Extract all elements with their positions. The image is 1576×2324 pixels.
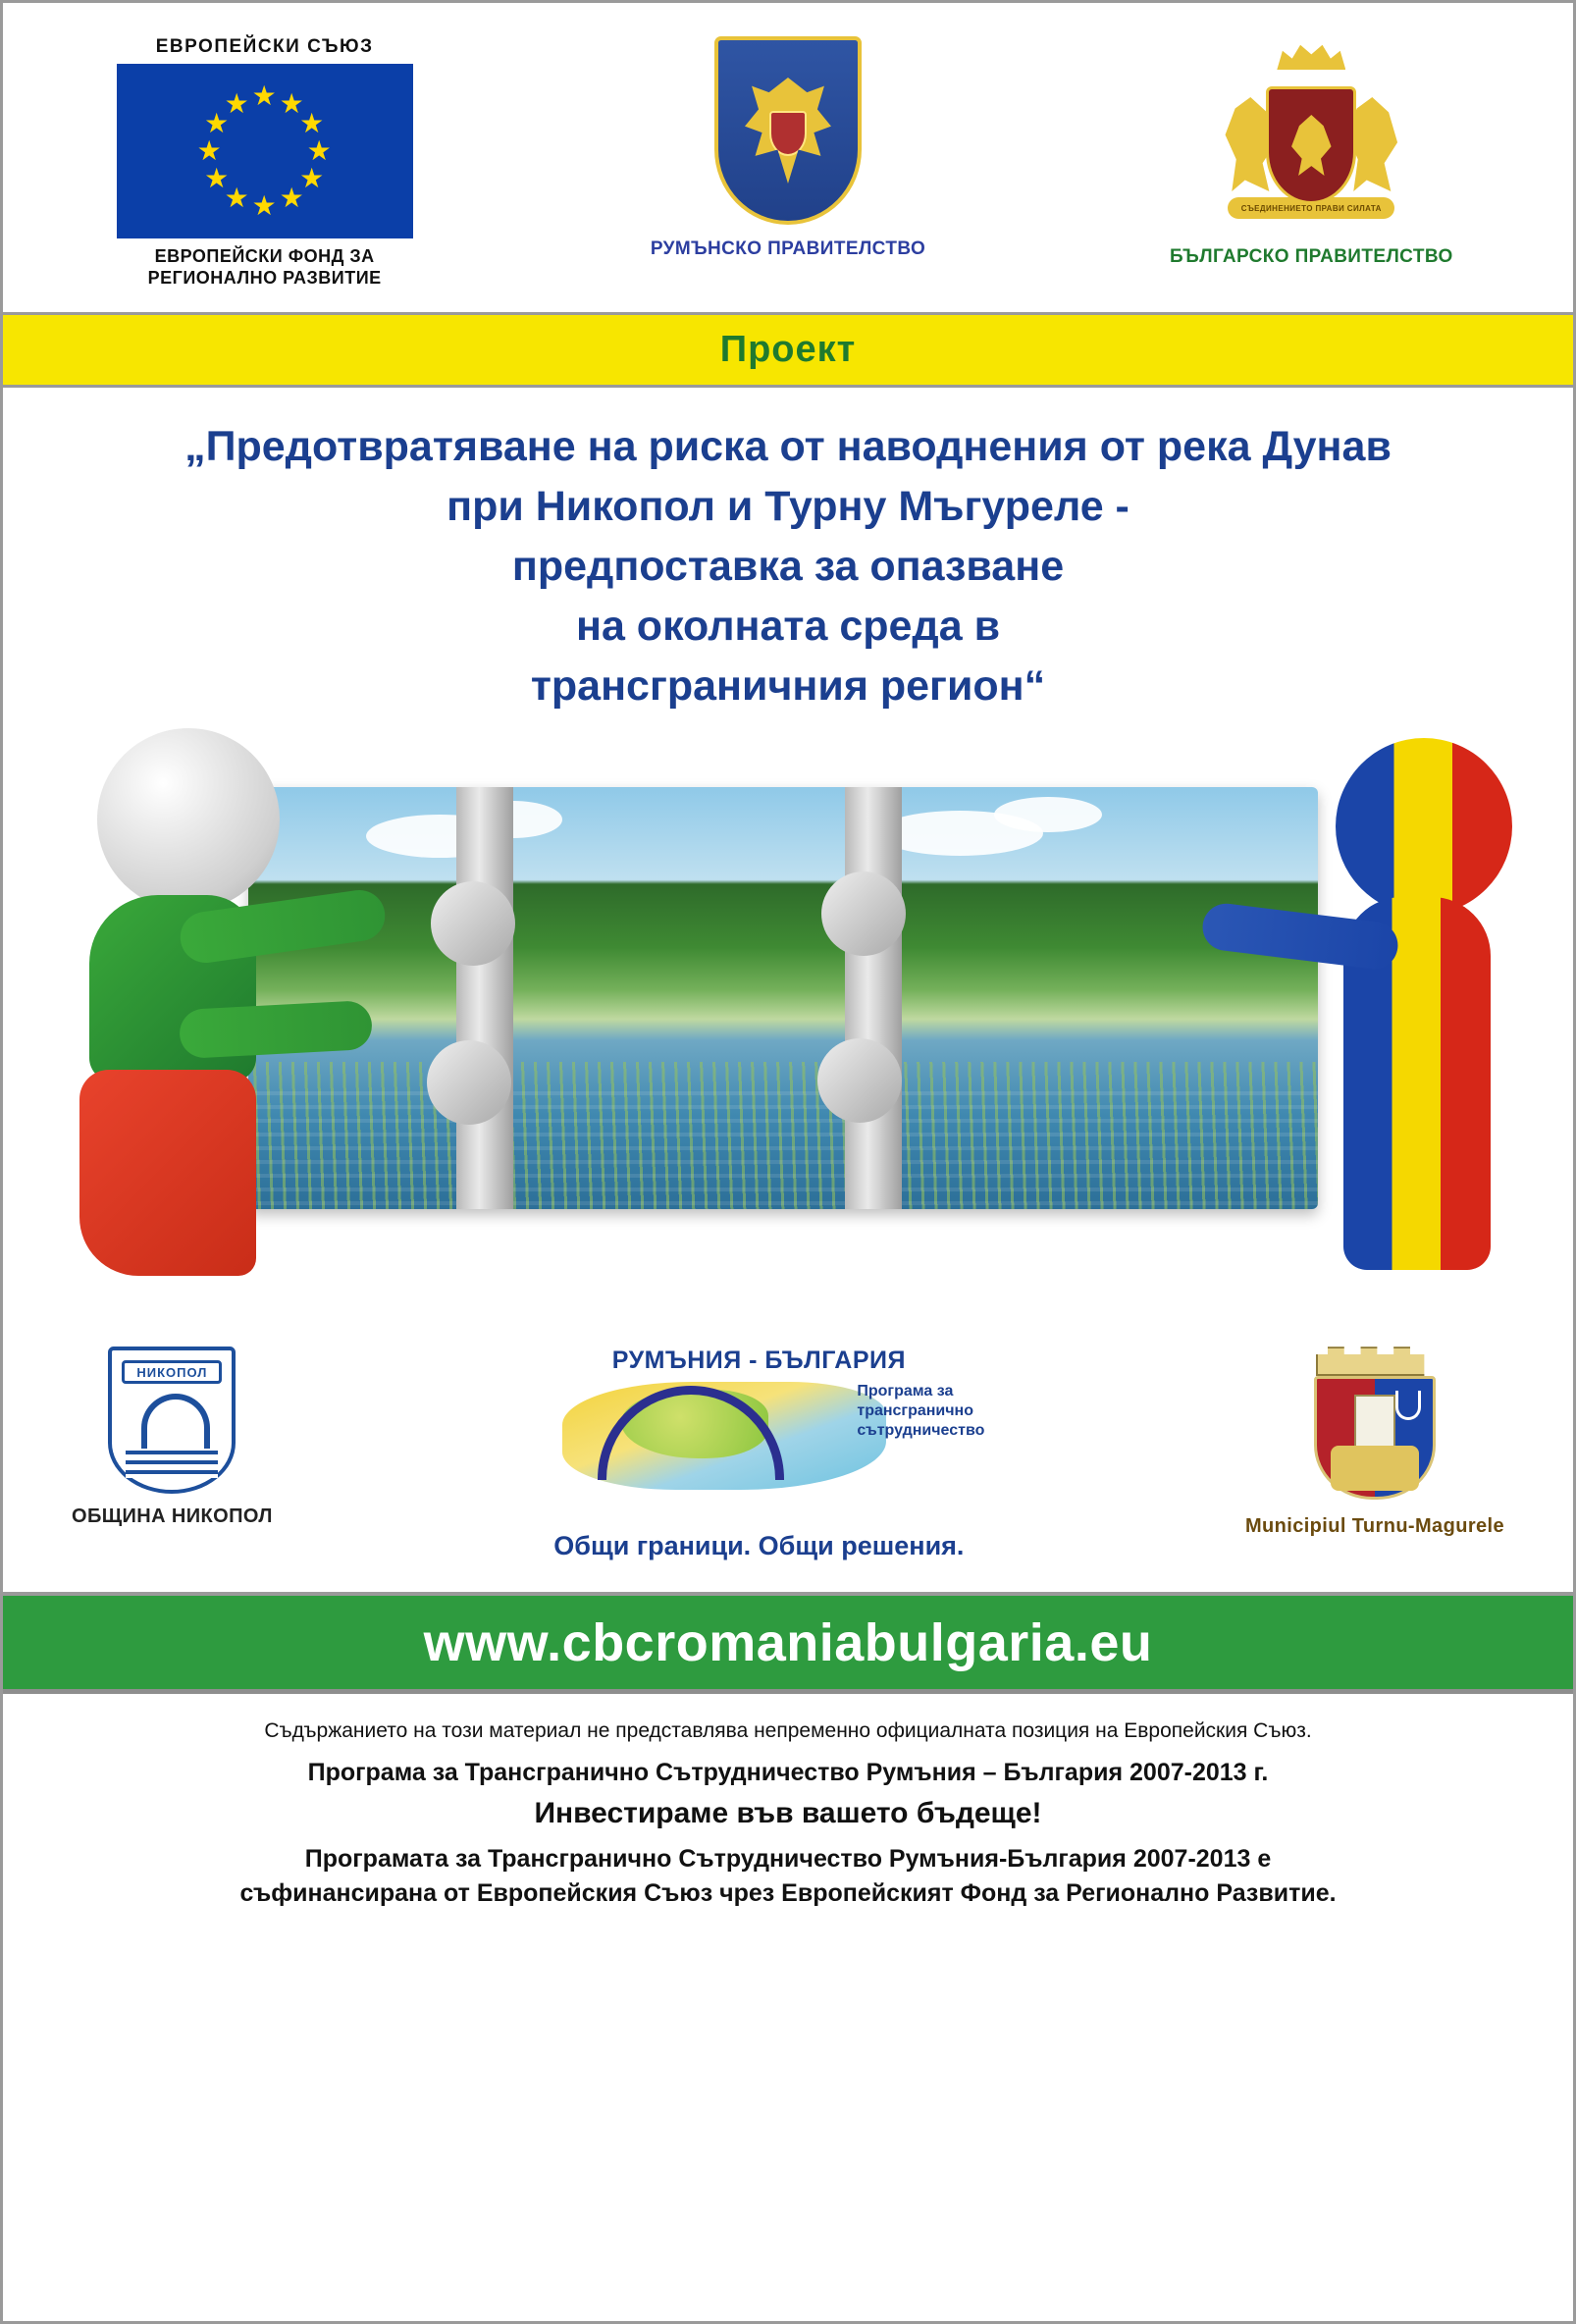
project-band (3, 315, 1573, 388)
title-line: при Никопол и Турну Мъгуреле - (447, 483, 1129, 531)
website-url[interactable]: www.cbcromaniabulgaria.eu (423, 1612, 1153, 1672)
eu-star-icon: ★ (196, 135, 222, 166)
nikopol-crest-text: НИКОПОЛ (122, 1360, 222, 1384)
eu-logo-block (6, 36, 524, 289)
eu-star-icon: ★ (279, 183, 304, 214)
bulgaria-motto: СЪЕДИНЕНИЕТО ПРАВИ СИЛАТА (1228, 197, 1394, 219)
bulgaria-logo-block (1052, 36, 1570, 268)
bulgaria-government-caption: БЪЛГАРСКО ПРАВИТЕЛСТВО (1169, 246, 1453, 267)
eu-star-icon: ★ (204, 163, 230, 193)
eu-star-icon: ★ (204, 108, 230, 138)
eu-flag-icon (117, 64, 413, 238)
nikopol-caption: ОБЩИНА НИКОПОЛ (72, 1505, 273, 1528)
tricolor-figure-icon (1281, 738, 1526, 1268)
eu-star-icon: ★ (224, 183, 249, 214)
project-title (3, 388, 1573, 722)
project-band-label: Проект (719, 329, 857, 370)
eu-star-icon: ★ (251, 80, 277, 111)
eu-star-icon: ★ (299, 108, 325, 138)
turnu-magurele-caption: Municipiul Turnu-Magurele (1244, 1515, 1504, 1538)
romania-coat-of-arms-icon (714, 36, 862, 225)
footer-line-4a: Програмата за Трансгранично Сътрудничество Румъния-България 2007-2013 е (304, 1845, 1272, 1874)
title-line: на околната среда в (575, 603, 1001, 651)
eu-star-icon: ★ (224, 87, 249, 119)
turnu-magurele-logo-block (1245, 1347, 1504, 1538)
bulgaria-coat-of-arms-icon (1213, 36, 1409, 233)
illustration (3, 728, 1573, 1337)
romania-logo-block (529, 36, 1047, 260)
footer-line-2: Програма за Трансгранично Сътрудничество Румъния – България 2007-2013 г. (307, 1759, 1269, 1787)
cbc-subtitle: Програма за трансгранично сътрудничество (857, 1383, 985, 1440)
title-line: предпоставка за опазване (511, 543, 1065, 591)
footer-line-1: Съдържанието на този материал не представлява непременно официалната позиция на Европейския Съюз. (264, 1719, 1312, 1743)
nikopol-logo-block (72, 1347, 273, 1528)
footer-disclaimer (3, 1694, 1573, 2321)
eu-fund-caption: ЕВРОПЕЙСКИ ФОНД ЗА РЕГИОНАЛНО РАЗВИТИЕ (147, 246, 382, 288)
footer-line-4b: съфинансирана от Европейския Съюз чрез Европейският Фонд за Регионално Развитие. (239, 1878, 1337, 1907)
turnu-magurele-crest-icon (1302, 1347, 1447, 1504)
footer-line-3: Инвестираме във вашето бъдеще! (534, 1797, 1042, 1830)
cbc-slogan: Общи граници. Общи решения. (553, 1531, 965, 1561)
romania-government-caption: РУМЪНСКО ПРАВИТЕЛСТВО (650, 238, 926, 259)
cbc-programme-logo (503, 1347, 1014, 1561)
eu-caption-top: ЕВРОПЕЙСКИ СЪЮЗ (155, 36, 374, 57)
title-line: трансграничния регион“ (530, 662, 1046, 711)
header-logos (3, 3, 1573, 315)
eu-star-icon: ★ (279, 87, 304, 119)
eu-star-icon: ★ (251, 190, 277, 221)
title-line: „Предотвратяване на риска от наводнения от река Дунав (184, 423, 1392, 470)
nikopol-municipality-crest-icon (108, 1347, 236, 1494)
eu-star-icon: ★ (299, 163, 325, 193)
cbc-countries-label: РУМЪНИЯ - БЪЛГАРИЯ (611, 1347, 906, 1375)
puzzle-landscape-image (248, 787, 1318, 1209)
website-bar[interactable] (3, 1592, 1573, 1694)
eu-star-icon: ★ (306, 135, 332, 166)
green-figure-icon (62, 728, 337, 1278)
partner-logos (3, 1337, 1573, 1592)
